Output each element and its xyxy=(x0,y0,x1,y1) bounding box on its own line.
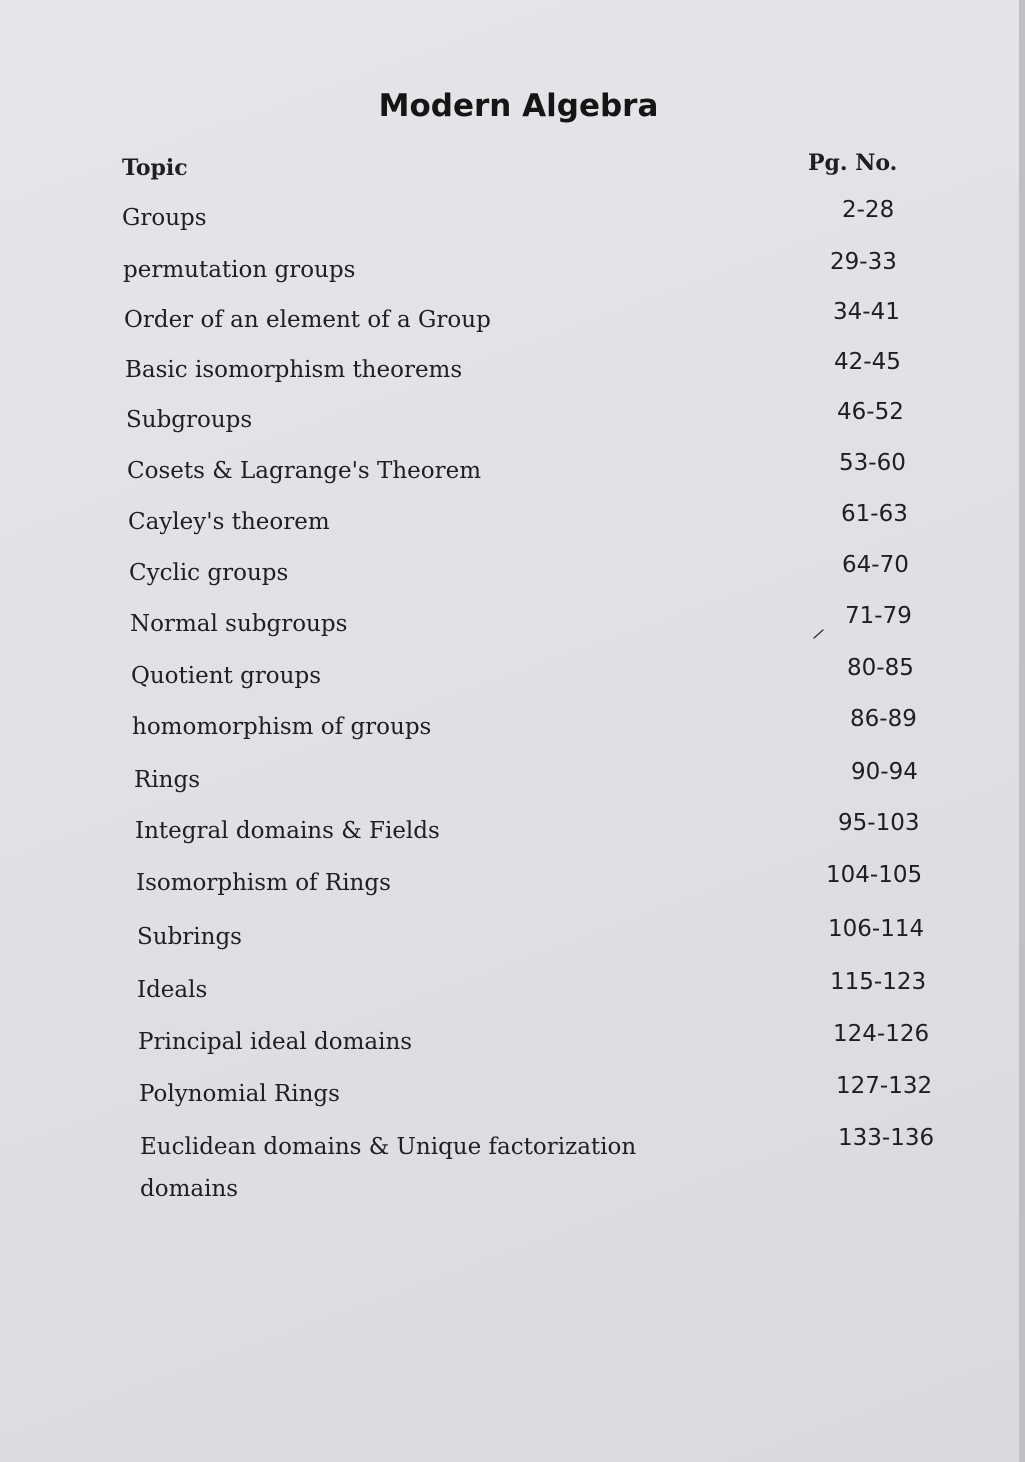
toc-pages: 124-126 xyxy=(833,1021,930,1047)
toc-pages: 64-70 xyxy=(842,552,909,578)
toc-topic: Cyclic groups xyxy=(129,560,289,586)
toc-topic: Euclidean domains & Unique factorization xyxy=(140,1134,637,1160)
toc-pages: 115-123 xyxy=(830,969,927,995)
toc-topic: permutation groups xyxy=(123,257,356,283)
topic-column-header: Topic xyxy=(122,155,188,181)
toc-pages: 95-103 xyxy=(838,810,920,836)
toc-pages: 80-85 xyxy=(847,655,914,681)
page-number-column-header: Pg. No. xyxy=(808,150,898,176)
toc-pages: 46-52 xyxy=(837,399,904,425)
toc-topic: Basic isomorphism theorems xyxy=(125,357,463,383)
toc-pages: 106-114 xyxy=(828,916,925,942)
toc-pages: 42-45 xyxy=(834,349,901,375)
toc-pages: 34-41 xyxy=(833,299,900,325)
toc-topic: Order of an element of a Group xyxy=(124,307,491,333)
toc-topic: Integral domains & Fields xyxy=(135,818,440,844)
toc-topic: Isomorphism of Rings xyxy=(136,870,391,896)
toc-topic: Quotient groups xyxy=(131,663,321,689)
toc-pages: 104-105 xyxy=(826,862,923,888)
toc-topic-continuation: domains xyxy=(140,1176,239,1202)
toc-topic: Normal subgroups xyxy=(130,611,348,637)
toc-topic: Rings xyxy=(134,767,201,793)
toc-pages: 61-63 xyxy=(841,501,908,527)
toc-pages: 2-28 xyxy=(842,197,895,223)
toc-topic: Subrings xyxy=(137,924,242,950)
toc-topic: Groups xyxy=(122,205,207,231)
toc-topic: homomorphism of groups xyxy=(132,714,432,740)
toc-topic: Ideals xyxy=(137,977,208,1003)
toc-topic: Polynomial Rings xyxy=(139,1081,340,1107)
toc-topic: Cosets & Lagrange's Theorem xyxy=(127,458,482,484)
toc-topic: Principal ideal domains xyxy=(138,1029,413,1055)
pencil-tick-mark xyxy=(812,626,826,640)
toc-pages: 86-89 xyxy=(850,706,917,732)
toc-topic: Cayley's theorem xyxy=(128,509,330,535)
toc-pages: 90-94 xyxy=(851,759,918,785)
toc-pages: 29-33 xyxy=(830,249,897,275)
toc-pages: 53-60 xyxy=(839,450,906,476)
toc-pages: 127-132 xyxy=(836,1073,933,1099)
toc-pages: 71-79 xyxy=(845,603,912,629)
toc-topic: Subgroups xyxy=(126,407,253,433)
page-title: Modern Algebra xyxy=(378,88,659,124)
toc-pages: 133-136 xyxy=(838,1125,935,1151)
